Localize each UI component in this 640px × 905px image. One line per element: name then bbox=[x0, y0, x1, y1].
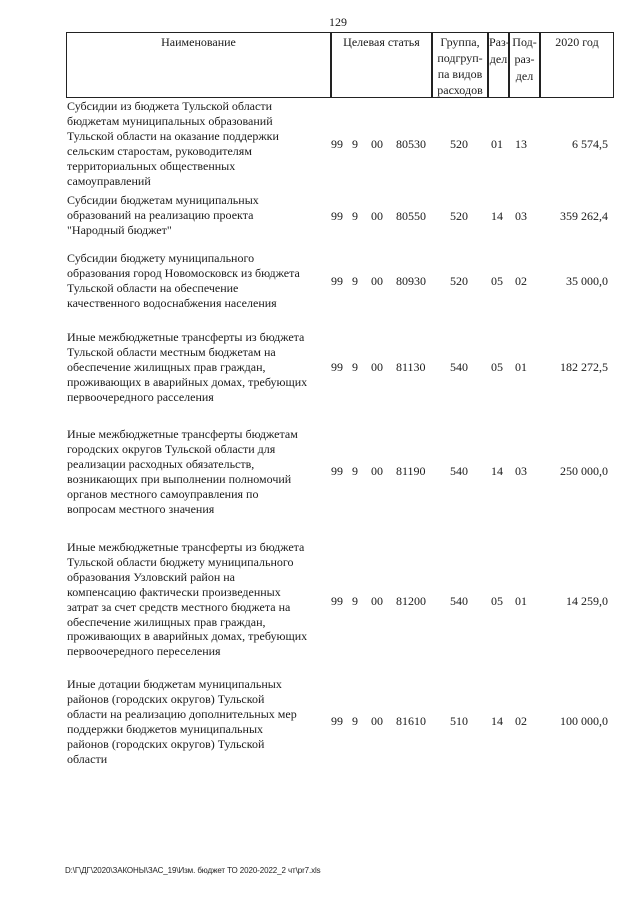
subsection-cell: 03 bbox=[515, 209, 527, 223]
file-path-footer: D:\Г\ДГ\2020\ЗАКОНЫ\ЗАС_19\Изм. бюджет ТО 2020-2022_2 чт\pr7.xls bbox=[65, 866, 321, 875]
target-article-part: 9 bbox=[352, 464, 358, 478]
group-cell: 510 bbox=[450, 714, 468, 728]
subsection-cell: 01 bbox=[515, 360, 527, 374]
subsection-cell: 03 bbox=[515, 464, 527, 478]
target-article-part: 00 bbox=[371, 209, 383, 223]
row-name: Субсидии бюджетам муниципальных образований на реализацию проекта "Народный бюджет" bbox=[67, 193, 259, 237]
target-article-part: 80930 bbox=[396, 274, 426, 288]
amount-cell: 100 000,0 bbox=[560, 714, 608, 728]
page-number: 129 bbox=[329, 15, 347, 29]
target-article-part: 99 bbox=[331, 360, 343, 374]
amount-cell: 35 000,0 bbox=[566, 274, 608, 288]
subsection-cell: 02 bbox=[515, 714, 527, 728]
header-name: Наименование bbox=[66, 32, 331, 98]
row-name: Субсидии из бюджета Тульской области бюджетам муниципальных образований Тульской области на оказание поддержки сельским старостам, руководителям территориальных общественных самоуправлений bbox=[67, 99, 279, 188]
target-article-part: 00 bbox=[371, 714, 383, 728]
target-article-part: 9 bbox=[352, 137, 358, 151]
target-article-part: 9 bbox=[352, 209, 358, 223]
subsection-cell: 01 bbox=[515, 594, 527, 608]
target-article-part: 80530 bbox=[396, 137, 426, 151]
target-article-part: 99 bbox=[331, 209, 343, 223]
target-article-part: 00 bbox=[371, 137, 383, 151]
target-article-part: 81130 bbox=[396, 360, 426, 374]
target-article-part: 9 bbox=[352, 360, 358, 374]
target-article-part: 81200 bbox=[396, 594, 426, 608]
target-article-part: 81610 bbox=[396, 714, 426, 728]
target-article-part: 99 bbox=[331, 714, 343, 728]
target-article-part: 9 bbox=[352, 274, 358, 288]
section-cell: 05 bbox=[491, 594, 503, 608]
subsection-cell: 02 bbox=[515, 274, 527, 288]
amount-cell: 182 272,5 bbox=[560, 360, 608, 374]
target-article-part: 9 bbox=[352, 714, 358, 728]
target-article-part: 99 bbox=[331, 137, 343, 151]
group-cell: 520 bbox=[450, 137, 468, 151]
group-cell: 540 bbox=[450, 464, 468, 478]
target-article-part: 81190 bbox=[396, 464, 426, 478]
section-cell: 14 bbox=[491, 714, 503, 728]
section-cell: 05 bbox=[491, 274, 503, 288]
subsection-cell: 13 bbox=[515, 137, 527, 151]
target-article-part: 99 bbox=[331, 464, 343, 478]
target-article-part: 9 bbox=[352, 594, 358, 608]
group-cell: 520 bbox=[450, 274, 468, 288]
header-subsection: Под- раз- дел bbox=[509, 32, 540, 98]
section-cell: 01 bbox=[491, 137, 503, 151]
target-article-part: 80550 bbox=[396, 209, 426, 223]
section-cell: 05 bbox=[491, 360, 503, 374]
row-name: Иные межбюджетные трансферты бюджетам городских округов Тульской области для реализации расходных обязательств, возникающих при выполнении полномочий органов местного самоуправления по вопросам местного значения bbox=[67, 427, 298, 516]
target-article-part: 00 bbox=[371, 274, 383, 288]
amount-cell: 359 262,4 bbox=[560, 209, 608, 223]
header-group: Группа, подгруп- па видов расходов bbox=[432, 32, 488, 98]
target-article-part: 99 bbox=[331, 594, 343, 608]
amount-cell: 14 259,0 bbox=[566, 594, 608, 608]
target-article-part: 99 bbox=[331, 274, 343, 288]
row-name: Иные межбюджетные трансферты из бюджета Тульской области местным бюджетам на обеспечение жилищных прав граждан, проживающих в аварийных домах, требующих первоочередного расселения bbox=[67, 330, 308, 404]
header-section: Раз- дел bbox=[488, 32, 509, 98]
target-article-part: 00 bbox=[371, 464, 383, 478]
row-name: Иные межбюджетные трансферты из бюджета Тульской области бюджету муниципального образования Узловский район на компенсацию фактически произведенных затрат за счет средств местного бюджета на обеспечение жилищных прав граждан, проживающих в аварийных домах, требующих первоочередного переселения bbox=[67, 540, 308, 659]
group-cell: 540 bbox=[450, 360, 468, 374]
section-cell: 14 bbox=[491, 464, 503, 478]
group-cell: 540 bbox=[450, 594, 468, 608]
header-target-article: Целевая статья bbox=[331, 32, 432, 98]
section-cell: 14 bbox=[491, 209, 503, 223]
row-name: Иные дотации бюджетам муниципальных районов (городских округов) Тульской области на реализацию дополнительных мер поддержки бюджетов муниципальных районов (городских округов) Тульской области bbox=[67, 677, 297, 766]
target-article-part: 00 bbox=[371, 360, 383, 374]
amount-cell: 6 574,5 bbox=[572, 137, 608, 151]
row-name: Субсидии бюджету муниципального образования город Новомосковск из бюджета Тульской области на обеспечение качественного водоснабжения населения bbox=[67, 251, 300, 310]
amount-cell: 250 000,0 bbox=[560, 464, 608, 478]
header-year: 2020 год bbox=[540, 32, 614, 98]
group-cell: 520 bbox=[450, 209, 468, 223]
target-article-part: 00 bbox=[371, 594, 383, 608]
